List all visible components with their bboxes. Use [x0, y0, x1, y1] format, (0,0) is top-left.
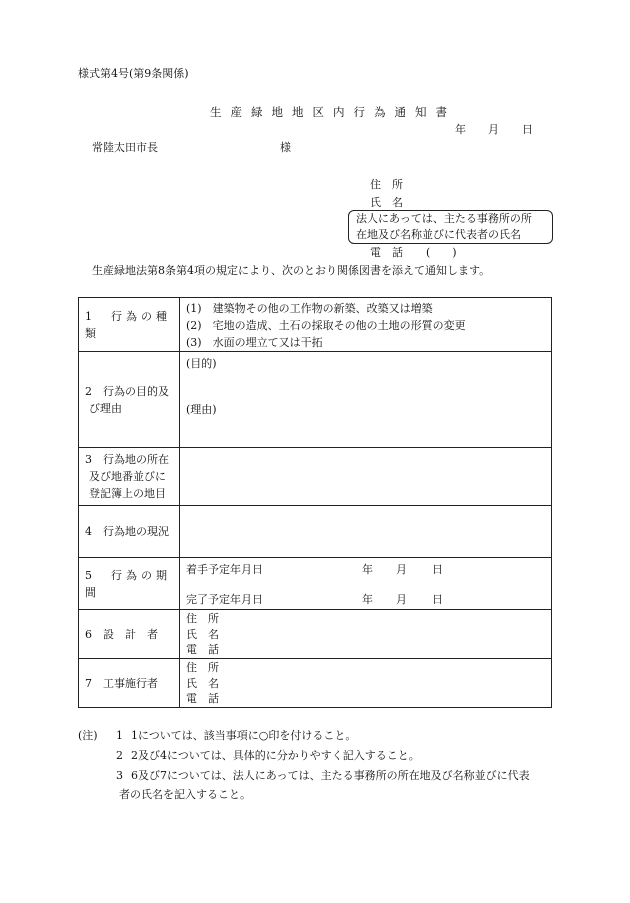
row6-name-label: 氏 名 — [186, 627, 219, 641]
note-3-number: 3 — [116, 769, 123, 782]
applicant-phone-label: 電 話 — [370, 246, 403, 259]
corporate-note-line2: 在地及び名称並びに代表者の氏名 — [356, 228, 521, 241]
row6-phone-label: 電 話 — [186, 643, 219, 656]
note-2-text: 2及び4については、具体的に分かりやすく記入すること。 — [131, 749, 420, 762]
row6-label: 6 設 計 者 — [85, 627, 158, 641]
row5-start-label: 着手予定年月日 — [186, 563, 263, 576]
notification-table — [78, 297, 552, 708]
table-row — [79, 558, 552, 610]
note-3-continuation: 者の氏名を記入すること。 — [119, 788, 251, 801]
row1-label: 1 行為の種類 — [85, 309, 171, 340]
row3-label-line1: 3 行為地の所在 — [85, 453, 169, 466]
row3-label-cell — [79, 448, 180, 506]
table-row — [79, 659, 552, 708]
row7-name-label: 氏 名 — [186, 676, 219, 690]
row5-start-day: 日 — [432, 563, 443, 576]
honorific: 様 — [280, 141, 291, 154]
page-title: 生産緑地地区内行為通知書 — [210, 105, 456, 119]
row4-label-cell — [79, 506, 180, 558]
table-row — [79, 352, 552, 448]
date-day-label: 日 — [522, 123, 533, 136]
row5-start-month: 月 — [396, 563, 407, 576]
row2-purpose-label: (目的) — [186, 357, 217, 370]
row5-end-year: 年 — [362, 593, 373, 606]
row7-value-cell[interactable] — [180, 659, 552, 708]
row3-label-line2: 及び地番並びに — [89, 470, 166, 483]
intro-text: 生産緑地法第8条第4項の規定により、次のとおり関係図書を添えて通知します。 — [92, 264, 491, 277]
row2-value-cell[interactable] — [180, 352, 552, 448]
row2-label-cell — [79, 352, 180, 448]
applicant-phone-paren: ( ) — [426, 246, 457, 259]
table-row — [79, 610, 552, 659]
corporate-note-line1: 法人にあっては、主たる事務所の所 — [356, 212, 532, 225]
form-number: 様式第4号(第9条関係) — [78, 67, 189, 80]
row1-option-2: (2) 宅地の造成、土石の採取その他の土地の形質の変更 — [186, 319, 466, 332]
notes-prefix: (注) — [78, 729, 98, 742]
note-1-number: 1 — [116, 729, 123, 742]
applicant-address-label: 住 所 — [370, 178, 403, 191]
row7-address-label: 住 所 — [186, 661, 219, 674]
table-row — [79, 448, 552, 506]
row2-label-line2: び理由 — [89, 401, 122, 415]
row7-phone-label: 電 話 — [186, 692, 219, 705]
addressee: 常陸太田市長 — [92, 141, 158, 154]
row1-option-1: (1) 建築物その他の工作物の新築、改築又は増築 — [186, 302, 433, 315]
row4-value-cell[interactable] — [180, 506, 552, 558]
row3-label-line3: 登記簿上の地目 — [89, 487, 166, 500]
row1-value-cell[interactable] — [180, 298, 552, 352]
row5-label: 5 行為の期間 — [85, 568, 171, 599]
row5-end-day: 日 — [432, 593, 443, 606]
row5-label-cell — [79, 558, 180, 610]
row5-end-label: 完了予定年月日 — [186, 593, 263, 606]
row2-reason-label: (理由) — [186, 403, 217, 416]
row6-address-label: 住 所 — [186, 612, 219, 625]
row6-value-cell[interactable] — [180, 610, 552, 659]
date-month-label: 月 — [488, 123, 499, 136]
date-year-label: 年 — [455, 123, 466, 136]
table-row — [79, 506, 552, 558]
note-2-number: 2 — [116, 749, 123, 762]
note-3-text: 6及び7については、法人にあっては、主たる事務所の所在地及び名称並びに代表 — [131, 769, 530, 782]
table-row — [79, 298, 552, 352]
row1-label-cell — [79, 298, 180, 352]
row5-start-year: 年 — [362, 563, 373, 576]
applicant-name-label: 氏 名 — [370, 196, 403, 209]
row2-label-line1: 2 行為の目的及 — [85, 384, 169, 398]
row1-option-3: (3) 水面の埋立て又は干拓 — [186, 336, 323, 349]
row6-label-cell — [79, 610, 180, 659]
row7-label: 7 工事施行者 — [85, 676, 158, 690]
row5-value-cell[interactable] — [180, 558, 552, 610]
row5-end-month: 月 — [396, 593, 407, 606]
note-1-text: 1については、該当事項に○印を付けること。 — [131, 729, 357, 742]
row7-label-cell — [79, 659, 180, 708]
row3-value-cell[interactable] — [180, 448, 552, 506]
row4-label: 4 行為地の現況 — [85, 525, 169, 538]
